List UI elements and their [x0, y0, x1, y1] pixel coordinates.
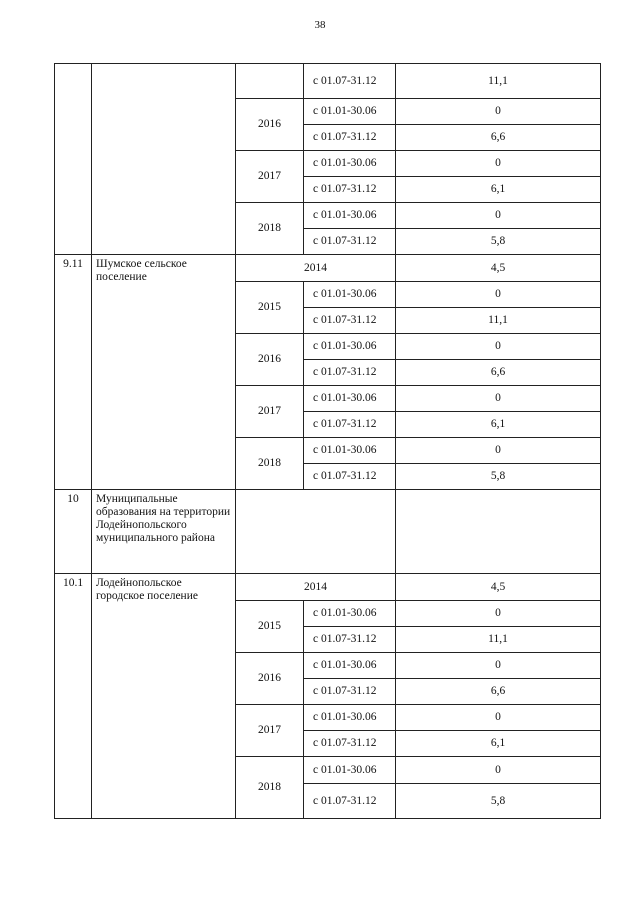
- period-cell: с 01.01-30.06: [304, 438, 396, 464]
- value-cell: 11,1: [396, 64, 601, 99]
- value-cell: 6,6: [396, 679, 601, 705]
- year-cell: 2016: [236, 99, 304, 151]
- row-number: 9.11: [55, 255, 92, 490]
- settlement-name: Шумское сельское поселение: [92, 255, 236, 490]
- empty-cell: [396, 490, 601, 574]
- value-cell: 0: [396, 438, 601, 464]
- value-cell: 0: [396, 99, 601, 125]
- value-cell: 0: [396, 203, 601, 229]
- period-cell: с 01.07-31.12: [304, 627, 396, 653]
- value-cell: 0: [396, 757, 601, 784]
- value-cell: 6,1: [396, 731, 601, 757]
- period-cell: с 01.07-31.12: [304, 64, 396, 99]
- period-cell: с 01.01-30.06: [304, 653, 396, 679]
- period-cell: с 01.07-31.12: [304, 229, 396, 255]
- period-cell: с 01.07-31.12: [304, 308, 396, 334]
- period-cell: с 01.07-31.12: [304, 177, 396, 203]
- year-cell: 2016: [236, 653, 304, 705]
- value-cell: 0: [396, 334, 601, 360]
- period-cell: с 01.01-30.06: [304, 203, 396, 229]
- period-cell: с 01.07-31.12: [304, 412, 396, 438]
- period-cell: с 01.01-30.06: [304, 99, 396, 125]
- value-cell: 4,5: [396, 574, 601, 601]
- period-cell: с 01.01-30.06: [304, 705, 396, 731]
- value-cell: 0: [396, 705, 601, 731]
- year-cell: 2018: [236, 438, 304, 490]
- year-cell: 2016: [236, 334, 304, 386]
- period-cell: с 01.01-30.06: [304, 386, 396, 412]
- settlement-name: Муниципальные образования на территории Лодейнопольского муниципального района: [92, 490, 236, 574]
- page-number: 38: [314, 19, 326, 31]
- value-cell: 0: [396, 282, 601, 308]
- year-cell: 2017: [236, 151, 304, 203]
- settlement-name: Лодейнопольское городское поселение: [92, 574, 236, 819]
- value-cell: 0: [396, 386, 601, 412]
- row-number: 10.1: [55, 574, 92, 819]
- year-cell: 2018: [236, 757, 304, 819]
- empty-cell: [236, 490, 396, 574]
- year-cell: 2014: [236, 574, 396, 601]
- table-row: [55, 255, 601, 282]
- period-cell: с 01.07-31.12: [304, 679, 396, 705]
- value-cell: 11,1: [396, 308, 601, 334]
- value-cell: 0: [396, 151, 601, 177]
- period-cell: с 01.07-31.12: [304, 464, 396, 490]
- table-row: [55, 490, 601, 574]
- period-cell: с 01.07-31.12: [304, 731, 396, 757]
- period-cell: с 01.01-30.06: [304, 601, 396, 627]
- period-cell: с 01.07-31.12: [304, 360, 396, 386]
- year-cell: 2017: [236, 386, 304, 438]
- year-cell: 2018: [236, 203, 304, 255]
- row-number: [55, 64, 92, 255]
- value-cell: 5,8: [396, 784, 601, 819]
- period-cell: с 01.07-31.12: [304, 125, 396, 151]
- period-cell: с 01.07-31.12: [304, 784, 396, 819]
- row-number: 10: [55, 490, 92, 574]
- table-row: [55, 64, 601, 99]
- value-cell: 0: [396, 653, 601, 679]
- period-cell: с 01.01-30.06: [304, 757, 396, 784]
- year-cell: 2015: [236, 601, 304, 653]
- period-cell: с 01.01-30.06: [304, 334, 396, 360]
- value-cell: 6,6: [396, 125, 601, 151]
- year-cell: 2015: [236, 282, 304, 334]
- tariff-table: [54, 63, 601, 819]
- value-cell: 6,6: [396, 360, 601, 386]
- year-cell: 2017: [236, 705, 304, 757]
- value-cell: 4,5: [396, 255, 601, 282]
- value-cell: 6,1: [396, 412, 601, 438]
- settlement-name: [92, 64, 236, 255]
- value-cell: 6,1: [396, 177, 601, 203]
- period-cell: с 01.01-30.06: [304, 282, 396, 308]
- value-cell: 5,8: [396, 229, 601, 255]
- period-cell: с 01.01-30.06: [304, 151, 396, 177]
- value-cell: 11,1: [396, 627, 601, 653]
- year-cell: [236, 64, 304, 99]
- table-row: [55, 574, 601, 601]
- value-cell: 0: [396, 601, 601, 627]
- value-cell: 5,8: [396, 464, 601, 490]
- year-cell: 2014: [236, 255, 396, 282]
